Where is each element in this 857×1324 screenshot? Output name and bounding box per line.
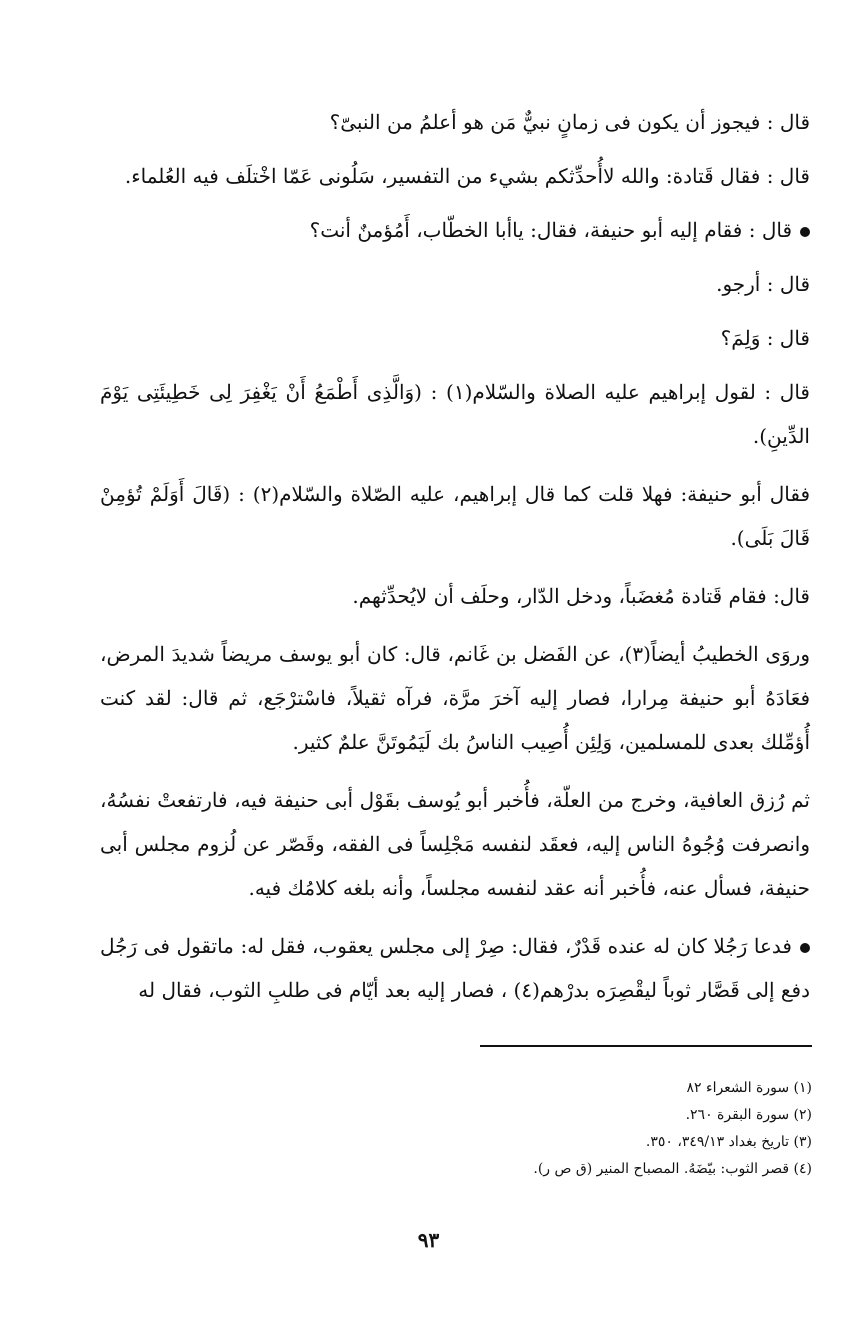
footnote-2: (٢) سورة البقرة ٢٦٠.	[685, 1107, 812, 1123]
paragraph-4: قال : أرجو.	[716, 272, 810, 296]
paragraph-9: وروَى الخطيبُ أيضاً(٣)، عن الفَضل بن غَانم، قال: كان أبو يوسف مريضاً شديدَ المرض، فعَادَهُ أبو حنيفة مِرارا، فصار إليه آخرَ مرَّة، فرآه ثقيلاً، فاسْترْجَع، ثم قال: لقد كنت أُؤمِّلك بعدى للمسلمين، وَلِئِن أُصِيب الناسُ بك لَيَمُوتَنَّ علمٌ كثير.	[100, 642, 810, 754]
paragraph-10: ثم رُزق العافية، وخرج من العلّة، فأُخبر أبو يُوسف بقَوْل أبى حنيفة فيه، فارتفعتْ نفسُهُ، وانصرفت وُجُوهُ الناس إليه، فعقَد لنفسه مَجْلِساً فى الفقه، وقَصّر عن لُزوم مجلس أبى حنيفة، فسأل عنه، فأُخبر أنه عقد لنفسه مجلساً، وأنه بلغه كلامُك فيه.	[100, 788, 810, 900]
bullet-icon	[800, 227, 810, 237]
paragraph-11	[100, 924, 810, 1012]
paragraph-3-text: قال : فقام إليه أبو حنيفة، فقال: ياأبا الخطّاب، أَمُؤمنٌ أنت؟	[309, 218, 792, 242]
footnote-4: (٤) قصر الثوب: بيّضَهُ. المصباح المنير (ق ص ر).	[533, 1161, 812, 1177]
footnote-divider	[480, 1045, 812, 1047]
paragraph-8: قال: فقام قَتادة مُغضَباً، ودخل الدّار، وحلَف أن لايُحدِّثهم.	[352, 584, 810, 608]
paragraph-11-text: فدعا رَجُلا كان له عنده قَدْرٌ، فقال: صِرْ إلى مجلس يعقوب، فقل له: ماتقول فى رَجُل دفع إلى قَصَّار ثوباً ليقْصِرَه بدرْهم(٤) ، فصار إليه بعد أيّام فى طلبِ الثوب، فقال له	[100, 934, 810, 1002]
paragraph-5: قال : وَلِمَ؟	[720, 326, 810, 350]
paragraph-2: قال : فقال قَتادة: والله لاأُحدِّثكم بشيء من التفسير، سَلُونى عَمّا اخْتلَف فيه العُلماء.	[124, 164, 810, 188]
footnotes	[300, 1075, 812, 1183]
paragraph-1: قال : فيجوز أن يكون فى زمانٍ نبيٌّ مَن هو أعلمُ من النبىّ؟	[329, 110, 810, 134]
paragraph-6: قال : لقول إبراهيم عليه الصلاة والسّلام(١) : (وَالَّذِى أَطْمَعُ أَنْ يَغْفِرَ لِى خَطِيئَتِى يَوْمَ الدِّينِ).	[100, 380, 810, 448]
page-number: ٩٣	[417, 1228, 440, 1252]
paragraph-3	[100, 208, 810, 252]
footnote-3: (٣) تاريخ بغداد ٣٤٩/١٣، ٣٥٠.	[645, 1134, 812, 1150]
footnote-1: (١) سورة الشعراء ٨٢	[686, 1080, 812, 1096]
paragraph-7: فقال أبو حنيفة: فهلا قلت كما قال إبراهيم، عليه الصّلاة والسّلام(٢) : (قَالَ أَوَلَمْ تُؤمِنْ قَالَ بَلَى).	[100, 482, 810, 550]
main-text	[100, 100, 810, 1026]
bullet-icon	[800, 943, 810, 953]
